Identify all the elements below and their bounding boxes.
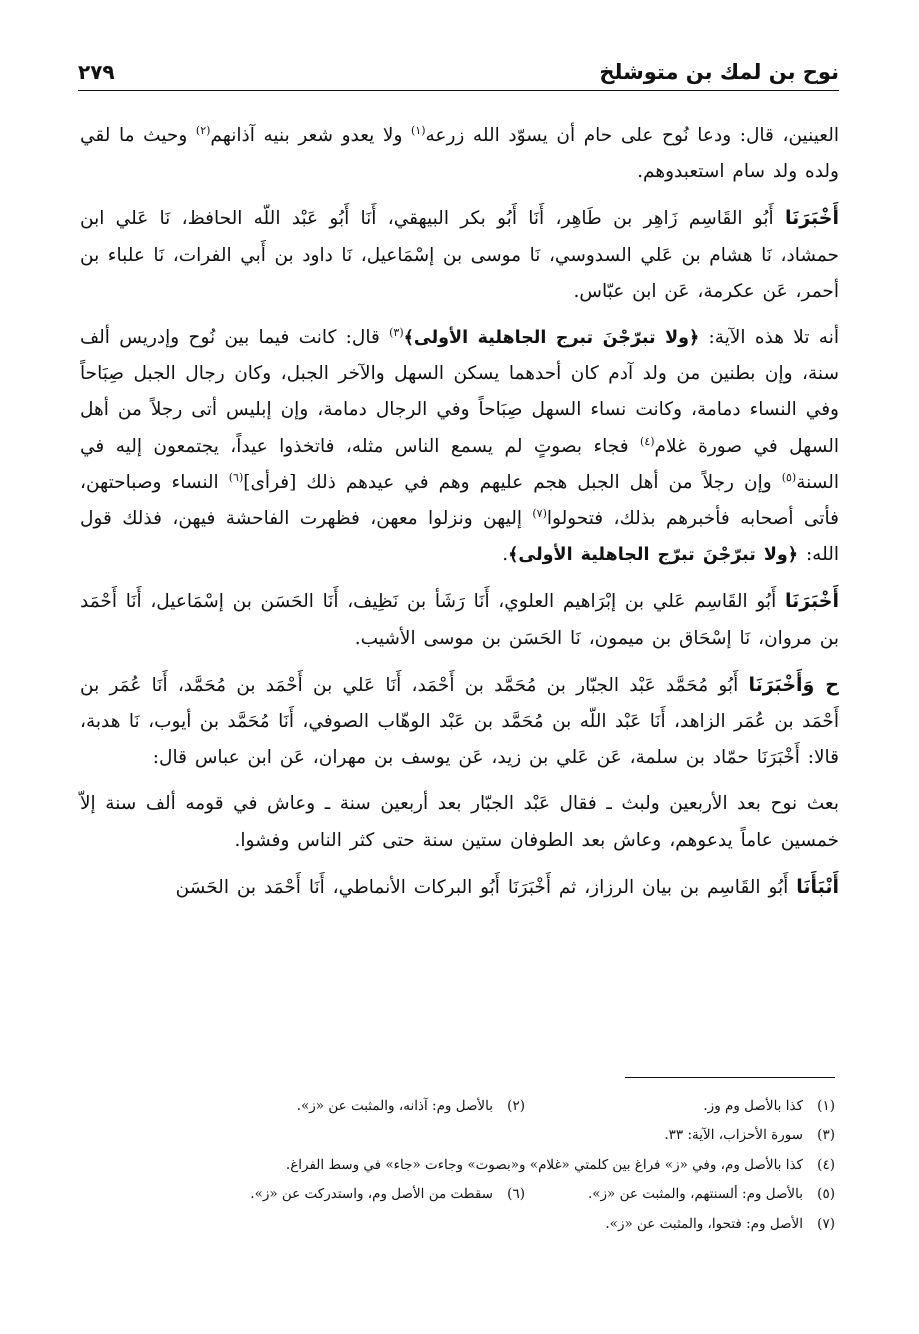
footnote	[525, 1180, 835, 1209]
footnote	[605, 1210, 835, 1239]
footnote-text: بالأصل وم: آذانه، والمثبت عن «ز».	[296, 1098, 493, 1114]
paragraph-text: وحيث ما لقي ولده ولد سام استعبدوهم.	[80, 125, 839, 183]
footnote-row	[110, 1092, 835, 1121]
footnote-row	[110, 1180, 835, 1209]
footnote-marker: (٧)	[532, 506, 547, 520]
paragraph-text: .	[502, 544, 509, 566]
paragraph	[80, 320, 839, 573]
footnote-text: بالأصل وم: ألسنتهم، والمثبت عن «ز».	[587, 1186, 803, 1203]
paragraph-text: إليهن ونزلوا معهن، فظهرت الفاحشة فيهن، فذلك قول الله:	[80, 508, 839, 566]
page-header	[78, 52, 839, 91]
paragraph-text: أَبُو القَاسِم بن بيان الرزاز، ثم أَخْبَرَنَا أَبُو البركات الأنماطي، أَنَا أَحْمَد بن الحَسَن	[175, 876, 797, 898]
footnote-number: (٧)	[817, 1215, 835, 1232]
paragraph	[80, 786, 839, 858]
isnad-lead-word: أَخْبَرَنَا	[784, 207, 839, 230]
paragraph-text: قال: كانت فيما بين نُوح وإدريس ألف سنة، وإن بطنين من ولد آدم كان أحدهما يسكن السهل والآخر الجبل، وكان رجال الجبل صِبَاحاً وفي النساء دمامة، وكانت نساء السهل صِبَاحاً وفي الرجال دمامة، وإن إبليس أتى رجلاً من أهل السهل في صورة غلام	[80, 327, 839, 457]
paragraph-text: ولا يعدو شعر بنيه آذانهم	[210, 125, 411, 146]
footnote-text: الأصل وم: فتحوا، والمثبت عن «ز».	[605, 1215, 803, 1232]
footnote-row	[110, 1121, 835, 1150]
quran-quote: ﴿ولا تبرّجْنَ تبرّج الجاهلية الأولى﴾	[508, 545, 799, 566]
paragraph-text: [فرأى]	[243, 471, 297, 493]
paragraph	[80, 869, 839, 906]
paragraph	[80, 583, 839, 656]
footnotes	[110, 1092, 835, 1239]
footnote-marker: (٤)	[640, 434, 655, 448]
footnote-text: سورة الأحزاب، الآية: ٣٣.	[664, 1127, 803, 1144]
footnote-number: (٣)	[817, 1127, 835, 1144]
footnote	[286, 1151, 835, 1180]
footnote-number: (١)	[817, 1098, 835, 1114]
footnote-marker: (٢)	[195, 123, 211, 137]
footnote-text: سقطت من الأصل وم، واستدركت عن «ز».	[250, 1186, 493, 1203]
paragraph-text: العينين، قال: ودعا نُوح على حام أن يسوّد الله زرعه	[425, 125, 839, 146]
footnote	[297, 1092, 525, 1121]
paragraph-text: وإن رجلاً من أهل الجبل هجم عليهم وهم في عيدهم ذلك	[296, 471, 782, 493]
footnote-row	[110, 1210, 835, 1239]
footnote-row	[110, 1151, 835, 1180]
paragraph-text: فجاء بصوتٍ لم يسمع الناس مثله، فاتخذوا عيداً، يجتمعون إليه في السنة	[80, 435, 839, 493]
paragraph-text: أَبُو القَاسِم زَاهِر بن طَاهِر، أَنَا أَبُو بكر البيهقي، أَنَا أَبُو عَبْد اللّه الحافظ، نَا عَلي ابن حمشاد، نَا هشام بن عَلي السدوسي، نَا موسى بن إسْمَاعيل، نَا داود بن أَبي الفرات، نَا علباء بن أحمر، عَن عكرمة، عَن ابن عبّاس.	[80, 208, 839, 302]
footnote-text: كذا بالأصل وم وز.	[703, 1098, 803, 1114]
footnote-text: كذا بالأصل وم، وفي «ز» فراغ بين كلمتي «غلام» و«بصوت» وجاءت «جاء» في وسط الفراغ.	[285, 1156, 803, 1173]
footnote-marker: (٦)	[228, 470, 244, 484]
paragraph-text: أنه تلا هذه الآية:	[699, 327, 839, 349]
footnote-marker: (٣)	[389, 325, 404, 339]
quran-quote: ﴿ولا تبرّجْنَ تبرج الجاهلية الأولى﴾	[403, 328, 700, 349]
footnote-number: (٥)	[817, 1186, 835, 1203]
footnote-marker: (١)	[410, 123, 426, 137]
footnote	[525, 1092, 835, 1121]
footnote-marker: (٥)	[781, 470, 797, 484]
paragraph-text: النساء وصباحتهن، فأتى أصحابه فأخبرهم بذلك، فتحولوا	[80, 471, 839, 530]
running-title: نوح بن لمك بن متوشلخ	[599, 60, 839, 84]
isnad-lead-word: أَخْبَرَنَا	[784, 590, 839, 613]
isnad-lead-word: ح وَأَخْبَرَنَا	[748, 673, 840, 696]
footnote-number: (٦)	[507, 1186, 525, 1203]
footnote	[250, 1180, 525, 1209]
footnote-separator	[625, 1077, 835, 1078]
footnote-number: (٤)	[817, 1156, 835, 1173]
paragraph-text: بعث نوح بعد الأربعين ولبث ـ فقال عَبْد الجبّار بعد أربعين سنة ـ وعاش في قومه ألف سنة إلاّ خمسين عاماً يدعوهم، وعاش بعد الطوفان ستين سنة حتى كثر الناس وفشوا.	[80, 793, 839, 851]
paragraph	[80, 200, 839, 310]
isnad-lead-word: أَنْبَأَنَا	[796, 875, 839, 898]
footnote	[664, 1121, 835, 1150]
footnote-number: (٢)	[507, 1098, 525, 1114]
page-number: ٢٧٩	[78, 60, 115, 84]
paragraph	[80, 667, 839, 777]
paragraph-text: أَبُو القَاسِم عَلي بن إبْرَاهيم العلوي، أَنَا رَشَأ بن نَظِيف، أَنَا الحَسَن بن إسْمَاعيل، أَنَا أَحْمَد بن مروان، نَا إسْحَاق بن ميمون، نَا الحَسَن بن موسى الأشيب.	[80, 591, 839, 649]
main-text	[80, 118, 839, 916]
paragraph-text: أَبُو مُحَمَّد عَبْد الجبّار بن مُحَمَّد بن أَحْمَد، أَنَا عَلي بن أَحْمَد بن مُحَمَّد، أَنَا عُمَر بن أَحْمَد بن عُمَر الزاهد، أَنَا عَبْد اللّه بن مُحَمَّد بن عَبْد الوهّاب الصوفي، أَنَا مُحَمَّد بن أيوب، نَا هدبة، قالا: أَخْبَرَنَا حمّاد بن سلمة، عَن عَلي بن زيد، عَن يوسف بن مهران، عَن ابن عباس قال:	[80, 674, 839, 769]
paragraph	[80, 118, 839, 190]
